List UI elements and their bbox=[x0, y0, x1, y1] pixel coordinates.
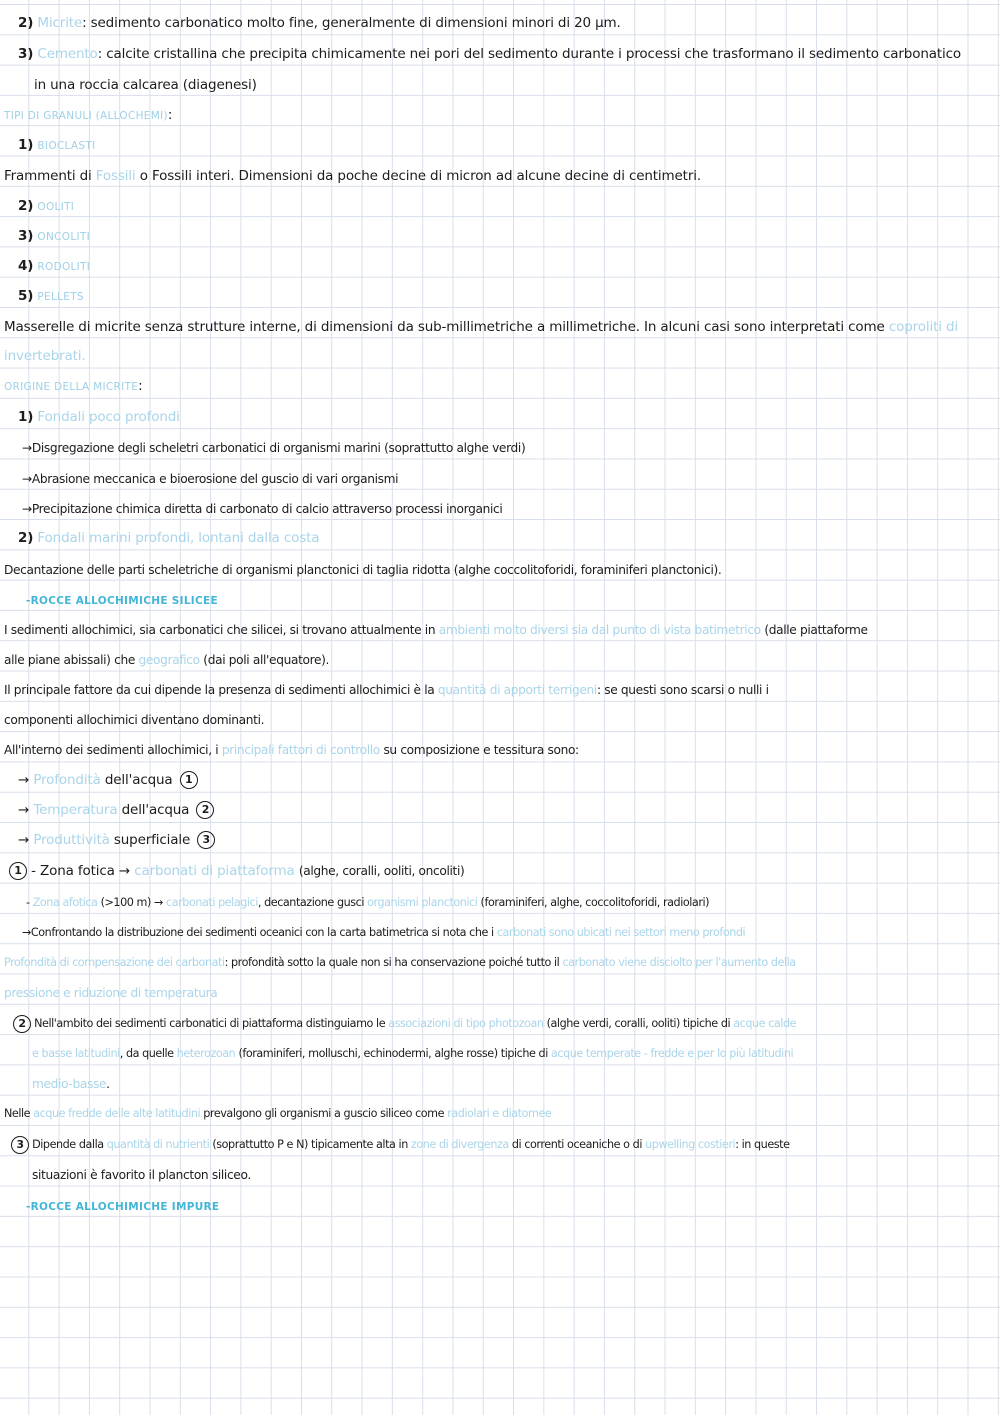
item-number: 2) bbox=[18, 530, 34, 546]
bullet-item bbox=[22, 438, 525, 458]
zone-item-photozoan bbox=[10, 1014, 796, 1034]
list-item-fondali-profondi bbox=[18, 528, 319, 548]
term-organismi-planctonici: organismi planctonici bbox=[367, 896, 478, 909]
bullet-item bbox=[22, 923, 745, 943]
text-fragment: Decantazione delle parti scheletriche di organismi planctonici di taglia ridotta (alghe coccolitoforidi, foraminiferi planctonici). bbox=[4, 563, 722, 577]
factor-item-produttivita bbox=[18, 830, 215, 850]
item-number: 1) bbox=[18, 137, 34, 153]
text-fragment: - Zona fotica → bbox=[31, 863, 131, 879]
text-line bbox=[4, 346, 86, 366]
bullet-item bbox=[22, 469, 398, 489]
circled-number-icon: 2 bbox=[196, 801, 214, 819]
text-fragment: (alghe, coralli, ooliti, oncoliti) bbox=[298, 864, 465, 878]
term-ambienti: ambienti molto diversi sia dal punto di vista batimetrico bbox=[438, 623, 761, 637]
list-item-bioclasti bbox=[18, 135, 95, 156]
text-fragment: (alghe verdi, coralli, ooliti) tipiche di bbox=[546, 1017, 731, 1030]
text-fragment: alle piane abissali) che bbox=[4, 653, 135, 667]
text-line bbox=[4, 560, 721, 580]
text-fragment: , da quelle bbox=[119, 1047, 174, 1060]
term-coproliti: coproliti di bbox=[888, 319, 958, 335]
item-number: 5) bbox=[18, 288, 34, 304]
term-rodoliti: RODOLITI bbox=[37, 261, 91, 273]
text-line bbox=[4, 166, 701, 186]
text-line bbox=[32, 1165, 251, 1185]
text-fragment: . bbox=[106, 1077, 110, 1091]
item-number: 3) bbox=[18, 46, 34, 62]
term-bioclasti: BIOCLASTI bbox=[37, 140, 96, 152]
text-line bbox=[4, 680, 769, 700]
text-fragment: (foraminiferi, molluschi, echinodermi, alghe rosse) tipiche di bbox=[238, 1047, 548, 1060]
text-fragment: o Fossili interi. Dimensioni da poche decine di micron ad alcune decine di centimetri. bbox=[139, 168, 701, 184]
list-item-ooliti bbox=[18, 196, 74, 217]
term-acque-fredde: acque fredde delle alte latitudini bbox=[33, 1107, 201, 1120]
term-profondita: Profondità bbox=[33, 772, 101, 788]
list-item-micrite bbox=[18, 13, 621, 33]
term-ccd: Profondità di compensazione dei carbonati bbox=[4, 956, 225, 969]
circled-number-icon: 3 bbox=[197, 831, 215, 849]
text-line bbox=[4, 650, 329, 670]
heading-colon: : bbox=[138, 378, 143, 394]
text-fragment: (soprattutto P e N) tipicamente alta in bbox=[212, 1138, 408, 1151]
text-fragment: Il principale fattore da cui dipende la presenza di sedimenti allochimici è la bbox=[4, 683, 435, 697]
text-line bbox=[4, 317, 958, 337]
text-fragment: situazioni è favorito il plancton siliceo. bbox=[32, 1168, 251, 1182]
list-item-rodoliti bbox=[18, 256, 90, 277]
text-fragment: (dalle piattaforme bbox=[764, 623, 868, 637]
zone-item-afotica bbox=[26, 893, 709, 913]
section-heading-micrite bbox=[4, 376, 143, 397]
term-temperatura: Temperatura bbox=[33, 802, 118, 818]
bullet-item bbox=[22, 499, 502, 519]
term-photozoan: associazioni di tipo photozoan bbox=[388, 1017, 544, 1030]
arrow-icon: → bbox=[18, 832, 30, 848]
factor-item-temperatura bbox=[18, 800, 214, 820]
zone-item-fotica bbox=[6, 861, 464, 881]
text-line bbox=[4, 953, 796, 973]
text-fragment: superficiale bbox=[113, 832, 191, 848]
text-fragment: Masserelle di micrite senza strutture interne, di dimensioni da sub-millimetriche a millimetriche. In alcuni casi sono interpretati come bbox=[4, 319, 885, 335]
term-produttivita: Produttività bbox=[33, 832, 110, 848]
text-fragment: Dipende dalla bbox=[32, 1138, 104, 1151]
term-pellets: PELLETS bbox=[37, 291, 84, 303]
term-cemento: Cemento bbox=[37, 46, 98, 62]
text-fragment: : profondità sotto la quale non si ha conservazione poiché tutto il bbox=[224, 956, 560, 969]
term-basse-latitudini: e basse latitudini bbox=[32, 1047, 120, 1060]
term-acque-temperate: acque temperate - fredde e per lo più latitudini bbox=[550, 1047, 794, 1060]
text-fragment: I sedimenti allochimici, sia carbonatici che silicei, si trovano attualmente in bbox=[4, 623, 436, 637]
definition-text: : sedimento carbonatico molto fine, generalmente di dimensioni minori di 20 µm. bbox=[82, 15, 621, 31]
heading-text: -ROCCE ALLOCHIMICHE IMPURE bbox=[26, 1201, 220, 1213]
dash: - bbox=[26, 896, 30, 909]
item-number: 3) bbox=[18, 228, 34, 244]
bullet-text: →Abrasione meccanica e bioerosione del guscio di vari organismi bbox=[22, 472, 399, 486]
term-ooliti: OOLITI bbox=[37, 201, 75, 213]
text-line bbox=[4, 1104, 551, 1124]
arrow-icon: → bbox=[18, 772, 30, 788]
text-fragment: prevalgono gli organismi a guscio siliceo come bbox=[203, 1107, 445, 1120]
definition-text-continued: in una roccia calcarea (diagenesi) bbox=[34, 77, 257, 93]
text-fragment: (foraminiferi, alghe, coccolitoforidi, radiolari) bbox=[480, 896, 710, 909]
section-heading-silicee bbox=[26, 590, 218, 611]
term-geografico: geografico bbox=[138, 653, 200, 667]
item-number: 2) bbox=[18, 15, 34, 31]
term-radiolari-diatomee: radiolari e diatomee bbox=[447, 1107, 552, 1120]
definition-text: : calcite cristallina che precipita chimicamente nei pori del sedimento durante i processi che trasformano il sedimento carbonatico bbox=[97, 46, 961, 62]
text-line bbox=[4, 710, 264, 730]
text-fragment: (dai poli all'equatore). bbox=[203, 653, 330, 667]
circled-number-icon: 2 bbox=[13, 1015, 31, 1033]
term-carbonati-pelagici: carbonati pelagici bbox=[166, 896, 258, 909]
term-medio-basse: medio-basse bbox=[32, 1077, 107, 1091]
text-line bbox=[4, 620, 868, 640]
heading-text: ORIGINE DELLA MICRITE bbox=[4, 381, 139, 393]
circled-number-icon: 3 bbox=[11, 1136, 29, 1154]
text-fragment: : in queste bbox=[735, 1138, 790, 1151]
text-fragment: Frammenti di bbox=[4, 168, 92, 184]
term-carbonati-ubicati: carbonati sono ubicati nei settori meno profondi bbox=[496, 926, 746, 939]
list-item-cemento bbox=[18, 44, 961, 64]
text-fragment: : se questi sono scarsi o nulli i bbox=[596, 683, 769, 697]
text-fragment: , decantazione gusci bbox=[257, 896, 364, 909]
text-fragment: dell'acqua bbox=[121, 802, 190, 818]
bullet-text: →Disgregazione degli scheletri carbonatici di organismi marini (soprattutto alghe verdi) bbox=[22, 441, 526, 455]
text-line bbox=[4, 983, 217, 1003]
term-fossili: Fossili bbox=[95, 168, 136, 184]
term-acque-calde: acque calde bbox=[733, 1017, 797, 1030]
item-number: 2) bbox=[18, 198, 34, 214]
list-item-oncoliti bbox=[18, 226, 90, 247]
item-number: 4) bbox=[18, 258, 34, 274]
text-line bbox=[32, 1044, 793, 1064]
text-fragment: All'interno dei sedimenti allochimici, i bbox=[4, 743, 219, 757]
text-fragment: componenti allochimici diventano dominanti. bbox=[4, 713, 265, 727]
term-heterozoan: heterozoan bbox=[176, 1047, 236, 1060]
text-fragment: di correnti oceaniche o di bbox=[511, 1138, 642, 1151]
term-zona-afotica: Zona afotica bbox=[32, 896, 98, 909]
section-heading-impure bbox=[26, 1196, 219, 1217]
item-number: 1) bbox=[18, 409, 34, 425]
text-fragment: (>100 m) → bbox=[100, 896, 163, 909]
list-item-fondali-poco-profondi bbox=[18, 407, 180, 427]
heading-colon: : bbox=[167, 107, 173, 123]
term-carbonati-piattaforma: carbonati di piattaforma bbox=[134, 863, 295, 879]
term-pressione: pressione e riduzione di temperatura bbox=[4, 986, 218, 1000]
term-oncoliti: ONCOLITI bbox=[37, 231, 90, 243]
term-fondali-profondi: Fondali marini profondi, lontani dalla costa bbox=[37, 530, 320, 546]
heading-text: TIPI DI GRANULI (ALLOCHEMI) bbox=[4, 110, 168, 122]
text-fragment: dell'acqua bbox=[104, 772, 173, 788]
term-upwelling: upwelling costieri bbox=[645, 1138, 736, 1151]
circled-number-icon: 1 bbox=[180, 771, 198, 789]
term-invertebrati: invertebrati. bbox=[4, 348, 86, 364]
text-fragment: su composizione e tessitura sono: bbox=[383, 743, 579, 757]
factor-item-profondita bbox=[18, 770, 198, 790]
text-line bbox=[34, 75, 257, 95]
text-fragment: →Confrontando la distribuzione dei sedimenti oceanici con la carta batimetrica si nota che i bbox=[22, 926, 494, 939]
text-fragment: Nelle bbox=[4, 1107, 31, 1120]
heading-text: -ROCCE ALLOCHIMICHE SILICEE bbox=[26, 595, 218, 607]
term-nutrienti: quantità di nutrienti bbox=[106, 1138, 210, 1151]
term-fattori-controllo: principali fattori di controllo bbox=[221, 743, 380, 757]
text-line bbox=[4, 740, 579, 760]
text-line bbox=[32, 1074, 110, 1094]
term-apporti-terrigeni: quantità di apporti terrigeni bbox=[437, 683, 597, 697]
text-fragment: Nell'ambito dei sedimenti carbonatici di piattaforma distinguiamo le bbox=[34, 1017, 386, 1030]
list-item-pellets bbox=[18, 286, 84, 307]
zone-item-nutrienti bbox=[8, 1135, 790, 1155]
term-divergenza: zone di divergenza bbox=[410, 1138, 509, 1151]
term-fondali: Fondali poco profondi bbox=[37, 409, 180, 425]
circled-number-icon: 1 bbox=[9, 862, 27, 880]
bullet-text: →Precipitazione chimica diretta di carbonato di calcio attraverso processi inorganici bbox=[22, 502, 503, 516]
arrow-icon: → bbox=[18, 802, 30, 818]
section-heading-granuli bbox=[4, 105, 172, 126]
term-carbonato-disciolto: carbonato viene disciolto per l'aumento della bbox=[562, 956, 796, 969]
term-micrite: Micrite bbox=[37, 15, 83, 31]
